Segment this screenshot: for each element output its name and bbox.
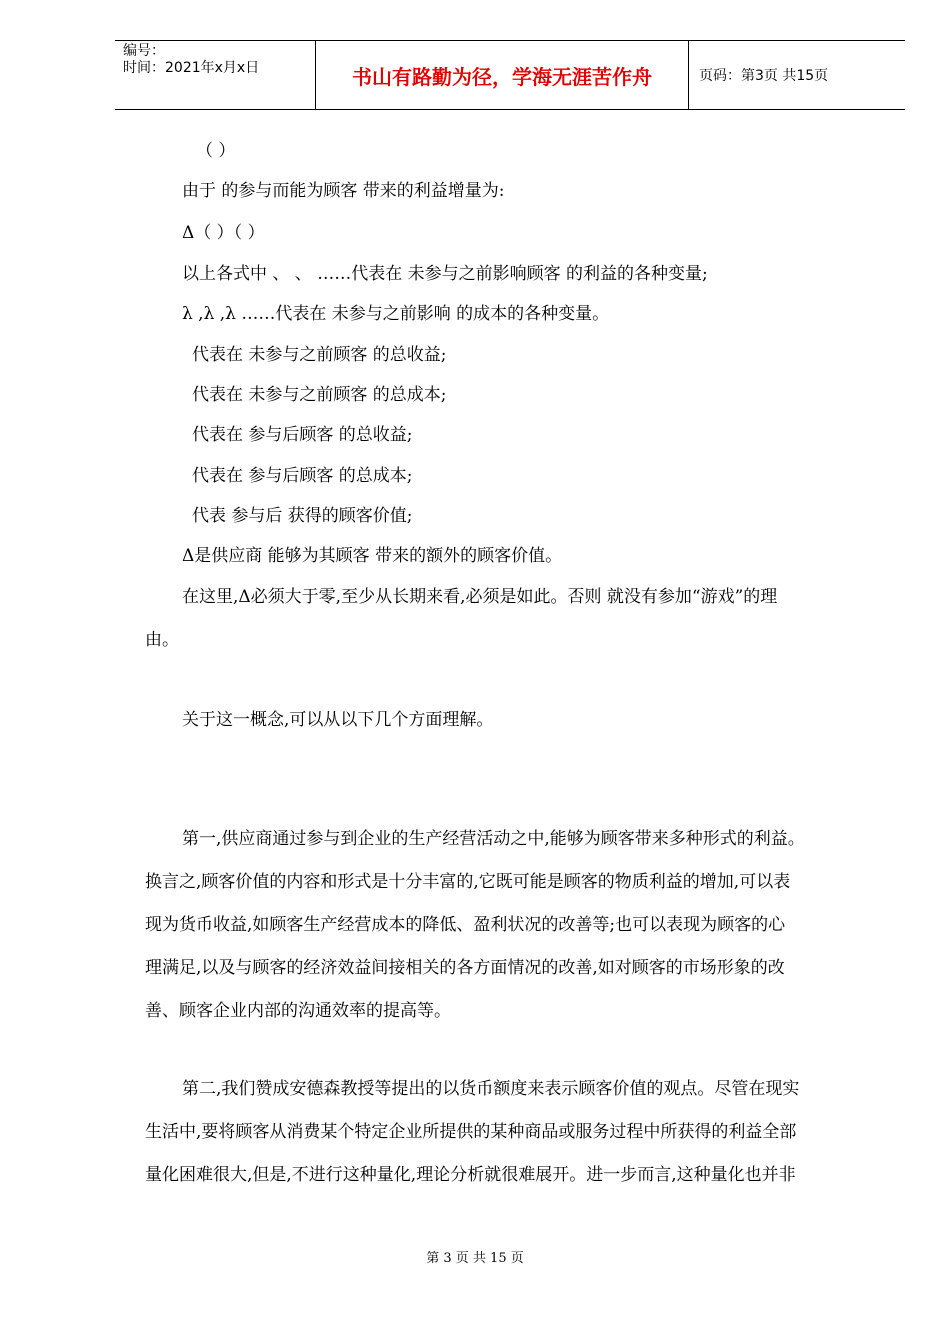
text-line: 量化困难很大,但是,不进行这种量化,理论分析就很难展开。进一步而言,这种量化也并非 — [145, 1165, 796, 1185]
header-page-info: 页码：第3页 共15页 — [699, 68, 829, 84]
text-line: 现为货币收益,如顾客生产经营成本的降低、盈利状况的改善等;也可以表现为顾客的心 — [145, 915, 786, 935]
text-line: 在这里,Δ必须大于零,至少从长期来看,必须是如此。否则 就没有参加“游戏”的理 — [182, 587, 778, 607]
text-line: 第二,我们赞成安德森教授等提出的以货币额度来表示顾客价值的观点。尽管在现实 — [182, 1079, 800, 1099]
text-line: Δ（ ）（ ） — [182, 223, 265, 243]
text-line: 代表在 未参与之前顾客 的总收益; — [192, 345, 447, 365]
document-date: 时间：2021年x月x日 — [123, 60, 260, 76]
text-line: 善、顾客企业内部的沟通效率的提高等。 — [145, 1001, 451, 1021]
document-number-label: 编号： — [123, 43, 165, 59]
text-line: λ ,λ ,λ ……代表在 未参与之前影响 的成本的各种变量。 — [182, 304, 610, 324]
text-line: Δ是供应商 能够为其顾客 带来的额外的顾客价值。 — [182, 546, 563, 566]
text-line: 由。 — [145, 630, 179, 650]
text-line: 以上各式中 、 、 ……代表在 未参与之前影响顾客 的利益的各种变量; — [182, 264, 708, 284]
text-line: （ ） — [196, 141, 236, 161]
text-line: 代表 参与后 获得的顾客价值; — [192, 506, 413, 526]
text-line: 换言之,顾客价值的内容和形式是十分丰富的,它既可能是顾客的物质利益的增加,可以表 — [145, 872, 791, 892]
text-line: 代表在 参与后顾客 的总成本; — [192, 466, 413, 486]
text-line: 代表在 未参与之前顾客 的总成本; — [192, 385, 447, 405]
header-meta — [115, 41, 316, 109]
text-line: 生活中,要将顾客从消费某个特定企业所提供的某种商品或服务过程中所获得的利益全部 — [145, 1122, 797, 1142]
text-line: 代表在 参与后顾客 的总收益; — [192, 425, 413, 445]
text-line: 关于这一概念,可以从以下几个方面理解。 — [182, 710, 494, 730]
text-line: 第一,供应商通过参与到企业的生产经营活动之中,能够为顾客带来多种形式的利益。 — [182, 829, 805, 849]
text-line: 由于 的参与而能为顾客 带来的利益增量为: — [182, 181, 505, 201]
page-header — [115, 40, 905, 110]
page-footer: 第 3 页 共 15 页 — [426, 1251, 524, 1266]
header-motto: 书山有路勤为径，学海无涯苦作舟 — [316, 41, 689, 109]
text-line: 理满足,以及与顾客的经济效益间接相关的各方面情况的改善,如对顾客的市场形象的改 — [145, 958, 785, 978]
